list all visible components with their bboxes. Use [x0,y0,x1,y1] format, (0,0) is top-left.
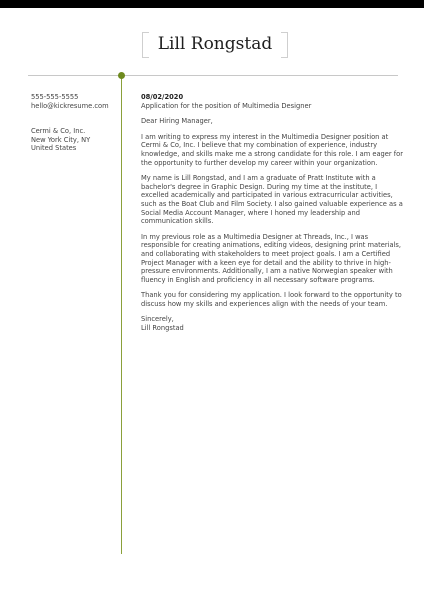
letter-closing: Sincerely, [141,315,174,324]
recipient-city: New York City, NY [31,135,91,144]
recipient-country: United States [31,144,77,153]
letter-body [141,93,403,333]
letter-date: 08/02/2020 [141,93,184,101]
contact-phone: 555-555-5555 [31,93,79,101]
contact-email[interactable]: hello@kickresume.com [31,101,109,110]
letter-signature: Lill Rongstad [141,324,184,333]
letter-subject: Application for the position of Multimedia Designer [141,101,312,110]
letter-paragraph: Thank you for considering my application. I look forward to the opportunity to discuss how my skills and experiences align with the needs of your team. [141,291,402,308]
header-divider [28,75,398,76]
applicant-name: Lill Rongstad [157,34,273,54]
column-divider [121,75,122,554]
recipient-company: Cermi & Co, Inc. [31,127,86,136]
divider-dot [118,72,125,79]
contact-column [31,93,117,153]
letter-paragraph: I am writing to express my interest in the Multimedia Designer position at Cermi & Co, Inc. I believe that my combination of experience, industry knowledge, and skills make me a strong candidate for this role. I am eager for the opportunity to further develop my career within your organization. [141,132,403,167]
top-bar [0,0,424,8]
letter-paragraph: My name is Lill Rongstad, and I am a graduate of Pratt Institute with a bachelor's degree in Graphic Design. During my time at the institute, I excelled academically and participated in various extracurricular activities, such as the Boat Club and Film Society. I also gained valuable experience as a Social Media Account Manager, where I honed my leadership and communication skills. [141,174,403,226]
name-frame [142,32,288,56]
letter-greeting: Dear Hiring Manager, [141,117,213,126]
letter-paragraph: In my previous role as a Multimedia Designer at Threads, Inc., I was responsible for creating animations, editing videos, designing print materials, and collaborating with stakeholders to meet project goals. I am a Certified Project Manager with a keen eye for detail and the ability to thrive in high-pressure environments. Additionally, I am a native Norwegian speaker with fluency in English and proficiency in all necessary software programs. [141,232,402,284]
contact-gap [31,110,117,127]
